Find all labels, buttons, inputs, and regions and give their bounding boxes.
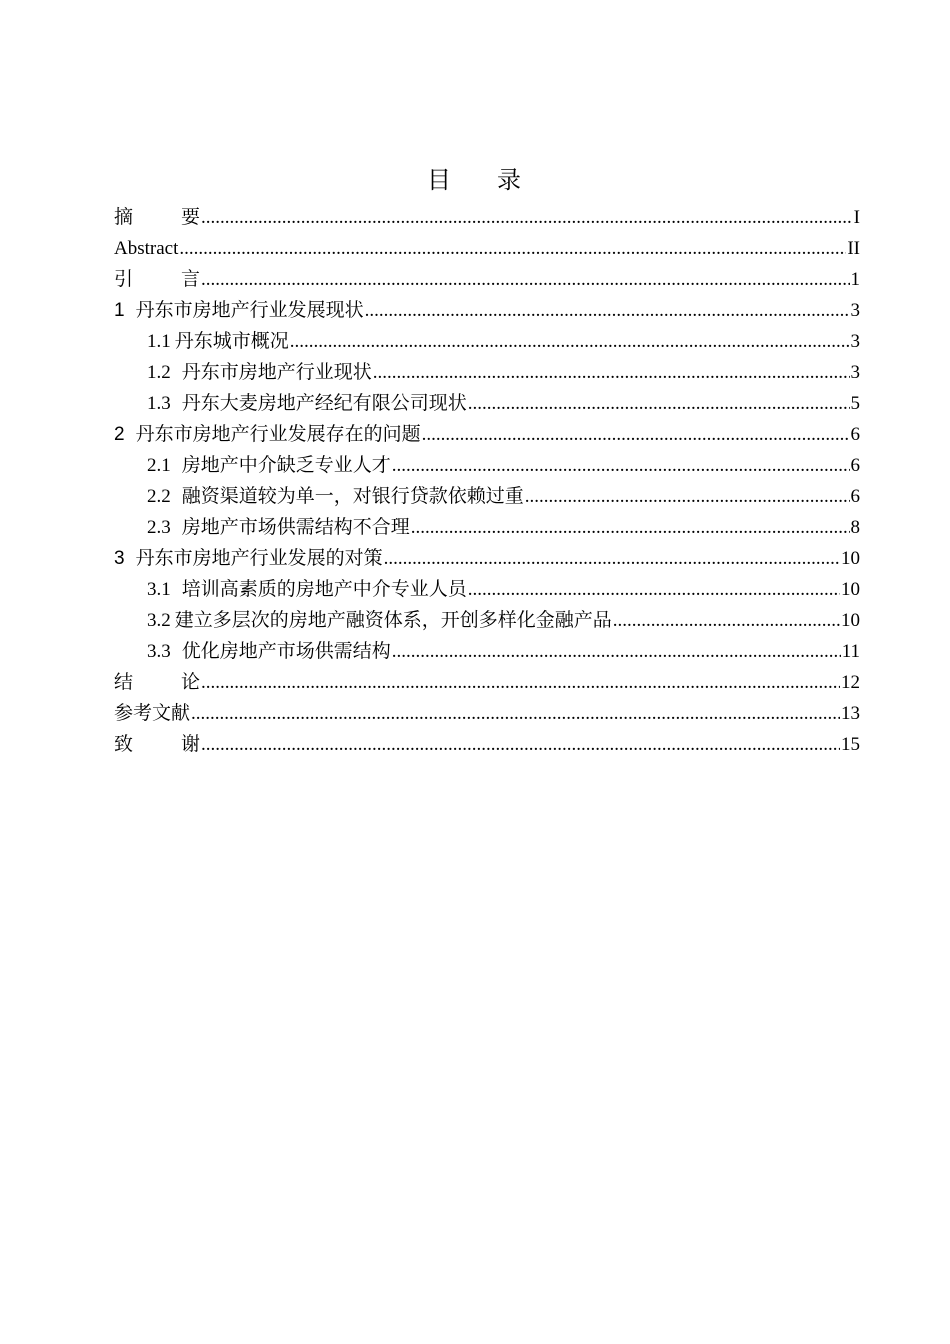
toc-entry-label	[114, 543, 383, 574]
toc-entry-number: 1.3	[147, 393, 171, 414]
toc-dot-leader	[365, 295, 850, 326]
toc-dot-leader	[468, 574, 840, 605]
toc-entry-page-number: 3	[850, 331, 860, 352]
toc-entry[interactable]	[114, 729, 860, 760]
toc-entry-label	[147, 605, 612, 636]
toc-entry-text: 丹东市房地产行业发展的对策	[135, 548, 383, 569]
toc-entry[interactable]	[114, 326, 860, 357]
toc-entry-text: 优化房地产市场供需结构	[181, 641, 391, 662]
toc-entry-number: 2.3	[147, 517, 171, 538]
toc-entry[interactable]	[114, 698, 860, 729]
toc-entry-number: 2	[114, 424, 125, 445]
toc-entry-number: 2.1	[147, 455, 171, 476]
toc-entry-label	[114, 698, 190, 729]
toc-dot-leader	[392, 450, 850, 481]
toc-entry-label	[147, 450, 391, 481]
toc-entry[interactable]	[114, 202, 860, 233]
toc-dot-leader	[201, 202, 853, 233]
toc-entry-number: 1.1	[147, 331, 171, 352]
toc-dot-leader	[201, 729, 840, 760]
toc-entry-text: 丹东市房地产行业现状	[181, 362, 372, 383]
toc-entry-page-number: 11	[841, 641, 860, 662]
toc-entry-label-char: 谢	[181, 734, 201, 755]
toc-dot-leader	[201, 264, 849, 295]
toc-entry[interactable]	[114, 357, 860, 388]
toc-entry-text: 参考文献	[114, 703, 191, 724]
toc-entry-page-number: 1	[850, 269, 860, 290]
toc-entry-number: 3.3	[147, 641, 171, 662]
toc-entry-page-number: 13	[841, 703, 860, 724]
toc-entry-label-char: 致	[114, 734, 134, 755]
toc-entry[interactable]	[114, 543, 860, 574]
toc-entry-label-char: 引	[114, 269, 134, 290]
toc-entry-label	[114, 264, 200, 295]
toc-entry-label	[147, 481, 524, 512]
toc-entry[interactable]	[114, 233, 860, 264]
toc-entry-label-char: 要	[181, 207, 201, 228]
toc-entry[interactable]	[114, 450, 860, 481]
toc-entry-text: Abstract	[114, 238, 179, 259]
toc-dot-leader	[179, 233, 846, 264]
toc-entry-label-char: 言	[181, 269, 201, 290]
toc-entry-label-char: 论	[181, 672, 201, 693]
toc-entry-label	[114, 729, 200, 760]
toc-entry-label	[114, 233, 178, 264]
toc-dot-leader	[290, 326, 850, 357]
toc-entry-page-number: 6	[850, 424, 860, 445]
toc-entry-label	[147, 636, 391, 667]
toc-title-char-2: 录	[497, 168, 523, 194]
toc-entry[interactable]	[114, 295, 860, 326]
toc-entry-text: 丹东市房地产行业发展现状	[135, 300, 364, 321]
toc-entry-text: 房地产市场供需结构不合理	[181, 517, 410, 538]
toc-dot-leader	[392, 636, 841, 667]
toc-entry-page-number: 5	[850, 393, 860, 414]
toc-dot-leader	[468, 388, 850, 419]
toc-entry-page-number: 10	[841, 610, 860, 631]
toc-entry[interactable]	[114, 512, 860, 543]
toc-entry-text: 丹东市房地产行业发展存在的问题	[135, 424, 421, 445]
toc-dot-leader	[411, 512, 850, 543]
toc-title-char-1: 目	[427, 168, 453, 194]
toc-entry-page-number: 6	[850, 455, 860, 476]
toc-dot-leader	[525, 481, 850, 512]
toc-entry[interactable]	[114, 481, 860, 512]
toc-entry-page-number: 6	[850, 486, 860, 507]
toc-entry-page-number: 15	[841, 734, 860, 755]
toc-entry-number: 1	[114, 300, 125, 321]
toc-entry[interactable]	[114, 667, 860, 698]
toc-entry-label	[147, 512, 410, 543]
toc-entry-page-number: I	[853, 207, 860, 228]
toc-entry-page-number: 8	[850, 517, 860, 538]
toc-entry[interactable]	[114, 419, 860, 450]
toc-entry-label	[114, 667, 200, 698]
toc-entry-page-number: 12	[841, 672, 860, 693]
toc-entry-text: 建立多层次的房地产融资体系，开创多样化金融产品	[174, 610, 612, 631]
toc-entry-page-number: 10	[841, 579, 860, 600]
toc-entry[interactable]	[114, 264, 860, 295]
toc-entry[interactable]	[114, 605, 860, 636]
toc-entry[interactable]	[114, 636, 860, 667]
toc-entry-label	[147, 326, 289, 357]
toc-dot-leader	[191, 698, 840, 729]
toc-entry-page-number: 10	[841, 548, 860, 569]
toc-entry-page-number: 3	[850, 362, 860, 383]
toc-entry[interactable]	[114, 574, 860, 605]
toc-entry-page-number: 3	[850, 300, 860, 321]
toc-entry-page-number: II	[847, 238, 860, 259]
toc-entry-label	[147, 357, 372, 388]
toc-dot-leader	[613, 605, 840, 636]
toc-entry-text: 培训高素质的房地产中介专业人员	[181, 579, 467, 600]
toc-entry-number: 3.1	[147, 579, 171, 600]
toc-entry-label	[114, 295, 364, 326]
toc-entry-number: 1.2	[147, 362, 171, 383]
toc-dot-leader	[201, 667, 840, 698]
toc-dot-leader	[422, 419, 850, 450]
toc-dot-leader	[384, 543, 840, 574]
toc-entry-text: 丹东城市概况	[174, 331, 289, 352]
toc-entry-label-char: 摘	[114, 207, 134, 228]
toc-entry-number: 3.2	[147, 610, 171, 631]
toc-entry-label-char: 结	[114, 672, 134, 693]
toc-entry-number: 2.2	[147, 486, 171, 507]
toc-entry-text: 融资渠道较为单一，对银行贷款依赖过重	[181, 486, 524, 507]
table-of-contents	[114, 202, 860, 760]
toc-title	[0, 164, 950, 198]
toc-entry-label	[114, 419, 421, 450]
toc-entry-text: 房地产中介缺乏专业人才	[181, 455, 391, 476]
toc-entry-number: 3	[114, 548, 125, 569]
toc-entry-label	[114, 202, 200, 233]
toc-dot-leader	[373, 357, 850, 388]
toc-entry-label	[147, 388, 467, 419]
toc-entry[interactable]	[114, 388, 860, 419]
toc-entry-text: 丹东大麦房地产经纪有限公司现状	[181, 393, 467, 414]
toc-entry-label	[147, 574, 467, 605]
